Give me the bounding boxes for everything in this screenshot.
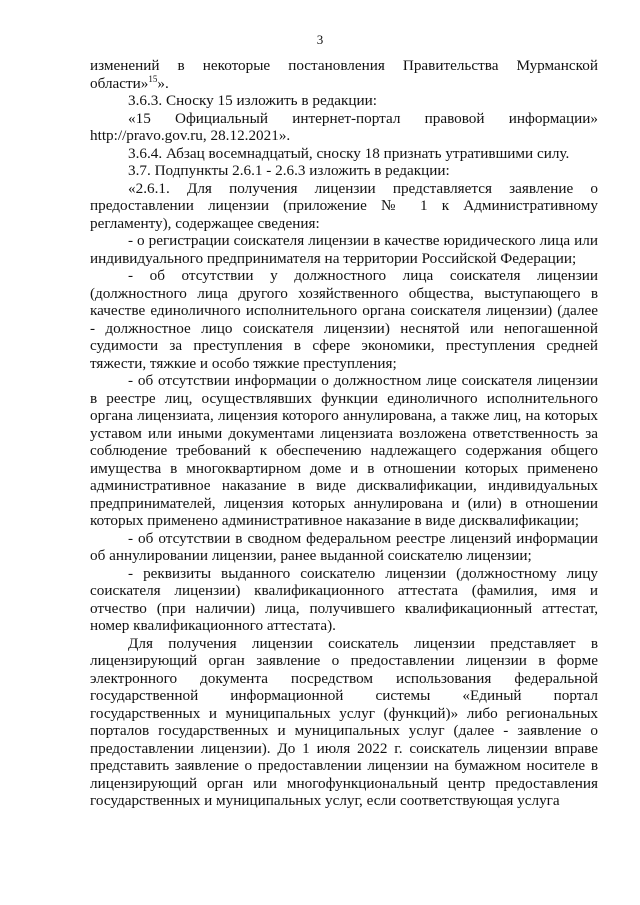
paragraph: Для получения лицензии соискатель лицензии представляет в лицензирующий орган заявление о предоставлении лицензии в форме электронного документа посредством использования федеральной государственной информационной системы «Единый портал государственных и муниципальных услуг (функций)» либо региональных порталов государственных и муниципальных услуг (далее - заявление о предоставлении лицензии). До 1 июля 2022 г. соискатель лицензии вправе представить заявление о предоставлении лицензии на бумажном носителе в лицензирующий орган или многофункциональный центр предоставления государственных и муниципальных услуг, если соответствующая услуга <box>90 634 598 809</box>
document-body <box>90 57 598 810</box>
footnote-tail: ». <box>157 74 169 92</box>
paragraph: - реквизиты выданного соискателю лицензии (должностному лицу соискателя лицензии) квалификационного аттестата (фамилия, имя и отчество (при наличии) лица, получившего квалификационный аттестат, номер квалификационного аттестата). <box>90 564 598 634</box>
paragraph: «15 Официальный интернет-портал правовой информации» http://pravo.gov.ru, 28.12.2021». <box>90 109 598 144</box>
paragraph: - об отсутствии информации о должностном лице соискателя лицензии в реестре лиц, осуществлявших функции единоличного исполнительного органа лицензиата, лицензия которого аннулирована, а также лиц, на которых уставом или иными документами лицензиата возложена ответственность за соблюдение требований к обеспечению надлежащего содержания общего имущества в многоквартирном доме и в отношении которых применено административное наказание в виде дисквалификации, индивидуальных предпринимателей, лицензия которых аннулирована и (или) в отношении которых применено административное наказание в виде дисквалификации; <box>90 372 598 529</box>
paragraph: 3.6.4. Абзац восемнадцатый, сноску 18 признать утратившими силу. <box>128 144 570 162</box>
paragraph: «2.6.1. Для получения лицензии представляется заявление о предоставлении лицензии (приложение № 1 к Административному регламенту), содержащее сведения: <box>90 179 598 232</box>
paragraph: - об отсутствии в сводном федеральном реестре лицензий информации об аннулировании лицензии, ранее выданной соискателю лицензии; <box>90 529 598 564</box>
paragraph: 3.6.3. Сноску 15 изложить в редакции: <box>128 92 377 109</box>
paragraph: изменений в некоторые постановления Правительства Мурманской области»$^{15}$». <box>90 57 598 92</box>
paragraph: - об отсутствии у должностного лица соискателя лицензии (должностного лица другого хозяйственного общества, выступающего в качестве единоличного исполнительного органа соискателя лицензии) (далее - должностное лицо соискателя лицензии) неснятой или непогашенной судимости за преступления в сфере экономики, преступления средней тяжести, тяжкие и особо тяжкие преступления; <box>90 267 598 372</box>
paragraph: 3.7. Подпункты 2.6.1 - 2.6.3 изложить в редакции: <box>128 162 450 179</box>
footnote-mark: 15 <box>148 73 158 84</box>
page-number: 3 <box>316 32 324 47</box>
paragraph: - о регистрации соискателя лицензии в качестве юридического лица или индивидуального предпринимателя на территории Российской Федерации; <box>90 232 598 267</box>
